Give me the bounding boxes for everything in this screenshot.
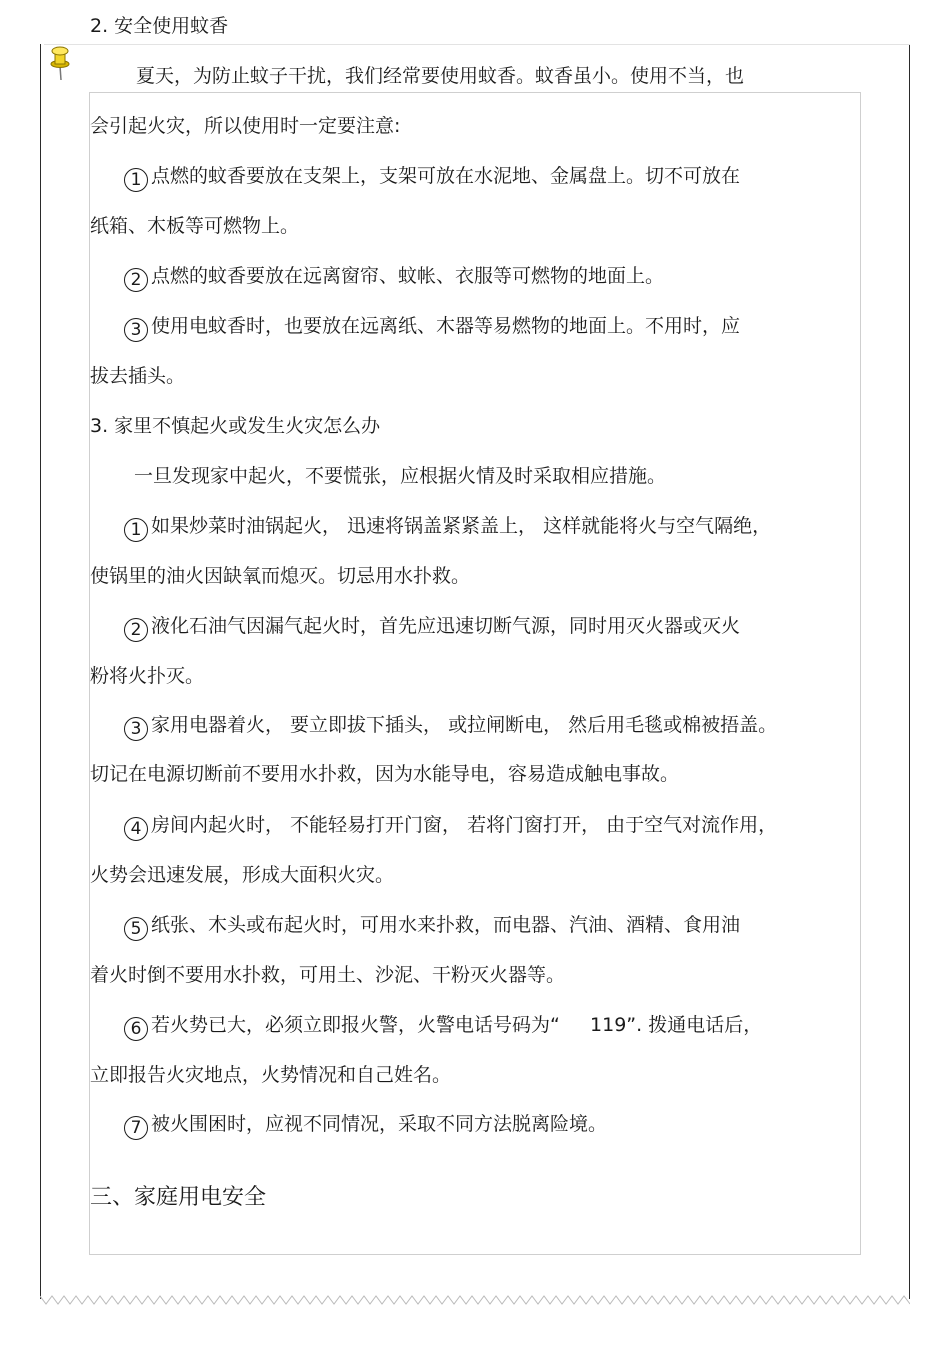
fire-item-3: 3 家用电器着火， 要立即拔下插头， 或拉闸断电， 然后用毛毯或棉被捂盖。 [124,713,777,741]
heading-home-fire: 3. 家里不慎起火或发生火灾怎么办 [90,415,381,437]
circled-number: 3 [124,318,148,342]
section-title-home-electrical-safety: 三、家庭用电安全 [90,1185,267,1210]
fire-item-2: 2 液化石油气因漏气起火时，首先应迅速切断气源，同时用灭火器或灭火 [124,614,740,642]
circled-number: 2 [124,618,148,642]
fire-item-6-cont: 立即报告火灾地点，火势情况和自己姓名。 [90,1064,452,1086]
fire-item-3-cont: 切记在电源切断前不要用水扑救，因为水能导电，容易造成触电事故。 [90,763,680,785]
mosquito-item-3-cont: 拔去插头。 [90,365,186,387]
circled-number: 7 [124,1116,148,1140]
circled-number: 3 [124,717,148,741]
mosquito-item-2: 2 点燃的蚊香要放在远离窗帘、蚊帐、衣服等可燃物的地面上。 [124,264,664,292]
circled-number: 1 [124,168,148,192]
fire-intro-paragraph: 一旦发现家中起火，不要慌张，应根据火情及时采取相应措施。 [134,465,667,487]
circled-number: 4 [124,817,148,841]
fire-item-1-cont: 使锅里的油火因缺氧而熄灭。切忌用水扑救。 [90,565,471,587]
torn-edge [40,1292,910,1308]
intro-paragraph-line: 会引起火灾，所以使用时一定要注意: [90,115,401,137]
mosquito-item-1: 1 点燃的蚊香要放在支架上，支架可放在水泥地、金属盘上。切不可放在 [124,164,740,192]
mosquito-item-3: 3 使用电蚊香时，也要放在远离纸、木器等易燃物的地面上。不用时，应 [124,314,740,342]
circled-number: 5 [124,917,148,941]
fire-item-4: 4 房间内起火时， 不能轻易打开门窗， 若将门窗打开， 由于空气对流作用， [124,813,777,841]
intro-paragraph-line: 夏天，为防止蚊子干扰，我们经常要使用蚊香。蚊香虽小。使用不当，也 [136,65,745,87]
mosquito-item-1-cont: 纸箱、木板等可燃物上。 [90,215,300,237]
fire-item-2-cont: 粉将火扑灭。 [90,665,205,687]
circled-number: 2 [124,268,148,292]
fire-item-4-cont: 火势会迅速发展，形成大面积火灾。 [90,864,395,886]
heading-safe-mosquito-coil: 2. 安全使用蚊香 [90,15,229,37]
circled-number: 6 [124,1017,148,1041]
fire-item-5-cont: 着火时倒不要用水扑救，可用土、沙泥、干粉灭火器等。 [90,964,566,986]
top-rule [44,44,910,45]
fire-item-5: 5 纸张、木头或布起火时，可用水来扑救，而电器、汽油、酒精、食用油 [124,913,740,941]
fire-item-1: 1 如果炒菜时油锅起火， 迅速将锅盖紧紧盖上， 这样就能将火与空气隔绝， [124,514,771,542]
fire-item-6: 6 若火势已大，必须立即报火警，火警电话号码为“ 119”. 拨通电话后， [124,1013,762,1041]
pushpin-icon [44,42,78,82]
fire-item-7: 7 被火围困时，应视不同情况，采取不同方法脱离险境。 [124,1112,607,1140]
circled-number: 1 [124,518,148,542]
